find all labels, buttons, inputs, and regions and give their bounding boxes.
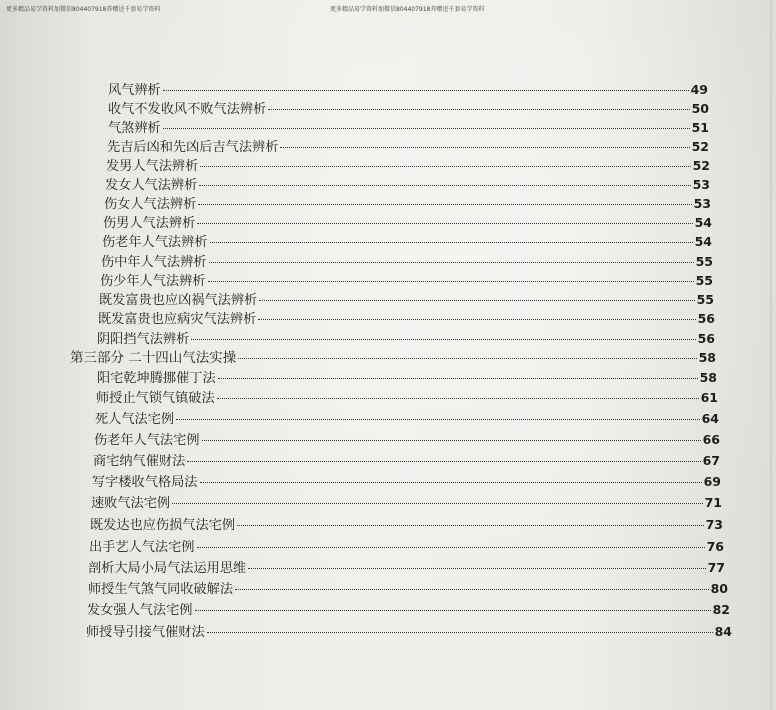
dot-leader bbox=[210, 242, 693, 243]
toc-entry-title: 伤男人气法辨析 bbox=[103, 216, 196, 231]
toc-entry-page: 53 bbox=[692, 177, 710, 192]
toc-entry bbox=[102, 233, 712, 251]
toc-entry-page: 55 bbox=[696, 292, 714, 307]
toc-entry-page: 50 bbox=[691, 101, 709, 116]
toc-entry-title: 发女人气法辨析 bbox=[105, 178, 198, 193]
toc-entry-title: 风气辨析 bbox=[108, 83, 161, 98]
toc-entry-page: 58 bbox=[698, 350, 716, 365]
toc-entry-page: 55 bbox=[695, 273, 713, 288]
toc-entry-title: 伤女人气法辨析 bbox=[104, 197, 197, 212]
toc-entry bbox=[89, 538, 724, 556]
toc-entry bbox=[98, 310, 715, 328]
toc-entry-title: 先吉后凶和先凶后吉气法辨析 bbox=[107, 140, 279, 155]
toc-entry-page: 56 bbox=[697, 331, 715, 346]
toc-entry-page: 77 bbox=[707, 560, 725, 575]
toc-entry bbox=[108, 100, 709, 118]
dot-leader bbox=[176, 419, 699, 420]
toc-entry-page: 76 bbox=[706, 539, 724, 554]
dot-leader bbox=[218, 378, 698, 379]
toc-entry bbox=[87, 601, 730, 619]
toc-entry-title: 出手艺人气法宅例 bbox=[89, 540, 195, 555]
dot-leader bbox=[259, 300, 694, 301]
toc-entry bbox=[101, 253, 713, 271]
toc-entry bbox=[91, 494, 722, 512]
toc-entry bbox=[97, 330, 715, 348]
toc-entry bbox=[107, 138, 709, 156]
toc-part-title: 第三部分 二十四山气法实操 bbox=[70, 350, 237, 366]
toc-entry-title: 发女强人气法宅例 bbox=[87, 603, 193, 618]
toc-entry-page: 53 bbox=[693, 196, 711, 211]
toc-entry-page: 61 bbox=[700, 390, 718, 405]
toc-entry-page: 66 bbox=[702, 432, 720, 447]
toc-entry-page: 55 bbox=[695, 254, 713, 269]
dot-leader bbox=[200, 166, 690, 167]
toc-entry-page: 54 bbox=[694, 234, 712, 249]
toc-entry-title: 伤老年人气法宅例 bbox=[94, 433, 200, 448]
toc-entry-page: 52 bbox=[692, 158, 710, 173]
toc-entry bbox=[108, 81, 708, 99]
toc-entry-page: 71 bbox=[704, 495, 722, 510]
toc-entry-page: 58 bbox=[699, 370, 717, 385]
dot-leader bbox=[200, 482, 702, 483]
toc-entry-title: 既发富贵也应凶祸气法辨析 bbox=[99, 293, 258, 308]
dot-leader bbox=[163, 128, 690, 129]
toc-entry-page: 80 bbox=[710, 581, 728, 596]
toc-entry-title: 气煞辨析 bbox=[108, 121, 161, 136]
dot-leader bbox=[202, 440, 701, 441]
toc-entry bbox=[94, 431, 720, 449]
dot-leader bbox=[195, 610, 711, 611]
toc-entry-page: 56 bbox=[697, 311, 715, 326]
toc-entry-page: 73 bbox=[705, 517, 723, 532]
toc-entry-page: 54 bbox=[694, 215, 712, 230]
toc-entry bbox=[95, 410, 719, 428]
dot-leader bbox=[280, 147, 689, 148]
toc-entry-title: 伤老年人气法辨析 bbox=[102, 235, 208, 250]
toc-entry bbox=[99, 291, 714, 309]
toc-entry bbox=[106, 157, 710, 175]
toc-entry-title: 死人气法宅例 bbox=[95, 412, 175, 427]
dot-leader bbox=[187, 461, 700, 462]
toc-entry-title: 剖析大局小局气法运用思维 bbox=[88, 561, 247, 576]
toc-entry-page: 82 bbox=[712, 602, 730, 617]
toc-entry bbox=[108, 119, 709, 137]
toc-entry-page: 52 bbox=[691, 139, 709, 154]
toc-entry-title: 师授导引接气催财法 bbox=[86, 625, 205, 640]
toc-entry bbox=[97, 369, 717, 387]
toc-entry-page: 64 bbox=[701, 411, 719, 426]
toc-part-heading bbox=[70, 349, 716, 367]
dot-leader bbox=[163, 90, 689, 91]
toc-entry-title: 师授生气煞气同收破解法 bbox=[88, 582, 234, 597]
dot-leader bbox=[198, 204, 691, 205]
toc-entry bbox=[92, 473, 721, 491]
dot-leader bbox=[199, 185, 690, 186]
dot-leader bbox=[207, 632, 713, 633]
dot-leader bbox=[191, 339, 695, 340]
dot-leader bbox=[235, 589, 709, 590]
toc-entry bbox=[103, 214, 712, 232]
toc-entry bbox=[100, 272, 713, 290]
toc-entry bbox=[104, 195, 711, 213]
dot-leader bbox=[208, 281, 694, 282]
header-watermark-left: 更多精品易学资料加微信804407918养赠送千套易学资料 bbox=[6, 6, 161, 13]
header-watermark-right: 更多精品易学资料加微信804407918养赠送千套易学资料 bbox=[330, 6, 485, 13]
toc-entry-title: 伤中年人气法辨析 bbox=[101, 255, 207, 270]
page-edge-shadow bbox=[770, 0, 772, 710]
dot-leader bbox=[237, 525, 704, 526]
toc-entry bbox=[105, 176, 710, 194]
toc-entry-title: 写字楼收气格局法 bbox=[92, 475, 198, 490]
toc-entry-title: 商宅纳气催财法 bbox=[93, 454, 186, 469]
dot-leader bbox=[268, 109, 689, 110]
toc-entry bbox=[88, 559, 725, 577]
dot-leader bbox=[197, 223, 692, 224]
toc-entry-page: 67 bbox=[702, 453, 720, 468]
dot-leader bbox=[209, 262, 694, 263]
toc-entry-title: 发男人气法辨析 bbox=[106, 159, 199, 174]
toc-entry bbox=[90, 516, 723, 534]
toc-entry-page: 69 bbox=[703, 474, 721, 489]
toc-entry-title: 既发达也应伤损气法宅例 bbox=[90, 518, 236, 533]
toc-entry-page: 51 bbox=[691, 120, 709, 135]
dot-leader bbox=[217, 398, 699, 399]
toc-entry-title: 收气不发收风不败气法辨析 bbox=[108, 102, 267, 117]
toc-entry-page: 49 bbox=[690, 82, 708, 97]
dot-leader bbox=[258, 319, 695, 320]
dot-leader bbox=[197, 547, 705, 548]
toc-entry-title: 既发富贵也应病灾气法辨析 bbox=[98, 312, 257, 327]
toc-entry-title: 阴阳挡气法辨析 bbox=[97, 332, 190, 347]
toc-entry-title: 速败气法宅例 bbox=[91, 496, 171, 511]
toc-entry-page: 84 bbox=[714, 624, 732, 639]
dot-leader bbox=[238, 358, 696, 359]
toc-entry-title: 阳宅乾坤腾挪催丁法 bbox=[97, 371, 216, 386]
dot-leader bbox=[172, 503, 702, 504]
dot-leader bbox=[248, 568, 705, 569]
toc-entry bbox=[93, 452, 720, 470]
toc-entry-title: 伤少年人气法辨析 bbox=[100, 274, 206, 289]
toc-entry-title: 师授止气锁气镇破法 bbox=[96, 391, 215, 406]
toc-entry bbox=[88, 580, 728, 598]
toc-entry bbox=[96, 389, 718, 407]
toc-entry bbox=[86, 623, 732, 641]
